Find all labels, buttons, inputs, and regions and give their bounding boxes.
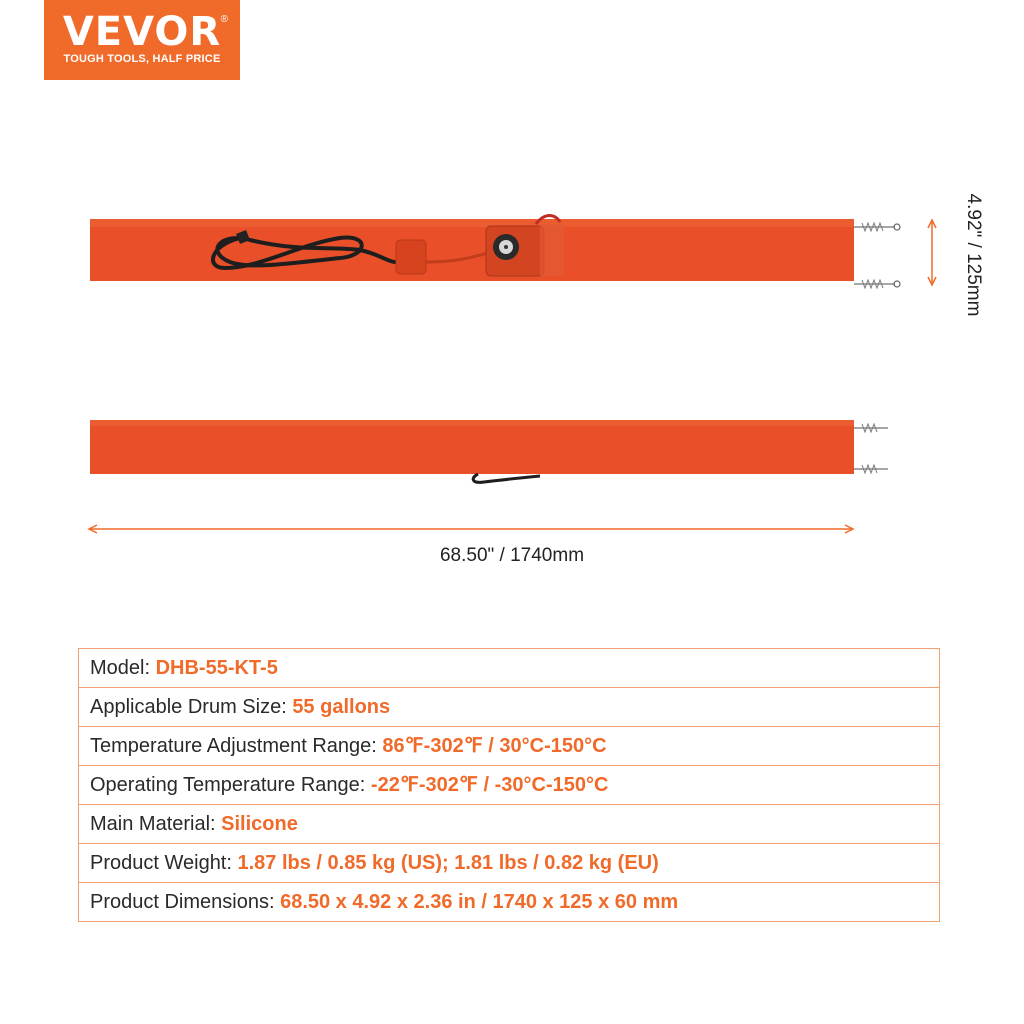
spec-cell bbox=[79, 883, 940, 922]
heater-band-back-view bbox=[90, 420, 888, 482]
spec-value: -22℉-302℉ / -30°C-150°C bbox=[370, 774, 609, 796]
length-dimension-label: 68.50" / 1740mm bbox=[439, 545, 585, 566]
spec-value: 68.50 x 4.92 x 2.36 in / 1740 x 125 x 60 mm bbox=[280, 891, 679, 913]
spec-label: Product Dimensions: bbox=[90, 891, 281, 913]
spec-row-operating-temp bbox=[79, 766, 940, 805]
power-cord bbox=[473, 474, 540, 482]
spec-label: Model: bbox=[90, 657, 156, 679]
length-dimension-arrow bbox=[89, 525, 853, 533]
spec-label: Main Material: bbox=[90, 813, 222, 835]
width-dimension-label: 4.92" / 125mm bbox=[963, 193, 984, 317]
spec-label: Product Weight: bbox=[90, 852, 238, 874]
spec-cell bbox=[79, 844, 940, 883]
cord-box bbox=[396, 240, 426, 274]
spec-row-drum-size bbox=[79, 688, 940, 727]
spec-table bbox=[78, 648, 940, 922]
spec-value: 86℉-302℉ / 30°C-150°C bbox=[382, 735, 607, 757]
heater-band-front-view bbox=[90, 216, 900, 289]
spec-value: Silicone bbox=[221, 813, 298, 835]
spec-cell bbox=[79, 766, 940, 805]
spec-value: 55 gallons bbox=[292, 696, 391, 718]
spec-label: Applicable Drum Size: bbox=[90, 696, 293, 718]
spec-value: DHB-55-KT-5 bbox=[155, 657, 278, 679]
width-dimension-arrow bbox=[928, 220, 936, 285]
spec-label: Temperature Adjustment Range: bbox=[90, 735, 383, 757]
spec-cell bbox=[79, 727, 940, 766]
spec-row-material bbox=[79, 805, 940, 844]
width-dimension-container bbox=[958, 180, 988, 330]
spec-row-weight bbox=[79, 844, 940, 883]
spec-cell bbox=[79, 805, 940, 844]
spec-value: 1.87 lbs / 0.85 kg (US); 1.81 lbs / 0.82 kg (EU) bbox=[237, 852, 659, 874]
spec-row-temp-adjustment bbox=[79, 727, 940, 766]
spec-row-dimensions bbox=[79, 883, 940, 922]
logo-registered-mark: ® bbox=[220, 14, 228, 25]
spec-label: Operating Temperature Range: bbox=[90, 774, 371, 796]
spec-cell bbox=[79, 649, 940, 688]
spec-row-model bbox=[79, 649, 940, 688]
spec-cell bbox=[79, 688, 940, 727]
logo-brand: VEVOR bbox=[62, 9, 222, 55]
logo-tagline: TOUGH TOOLS, HALF PRICE bbox=[63, 53, 221, 65]
